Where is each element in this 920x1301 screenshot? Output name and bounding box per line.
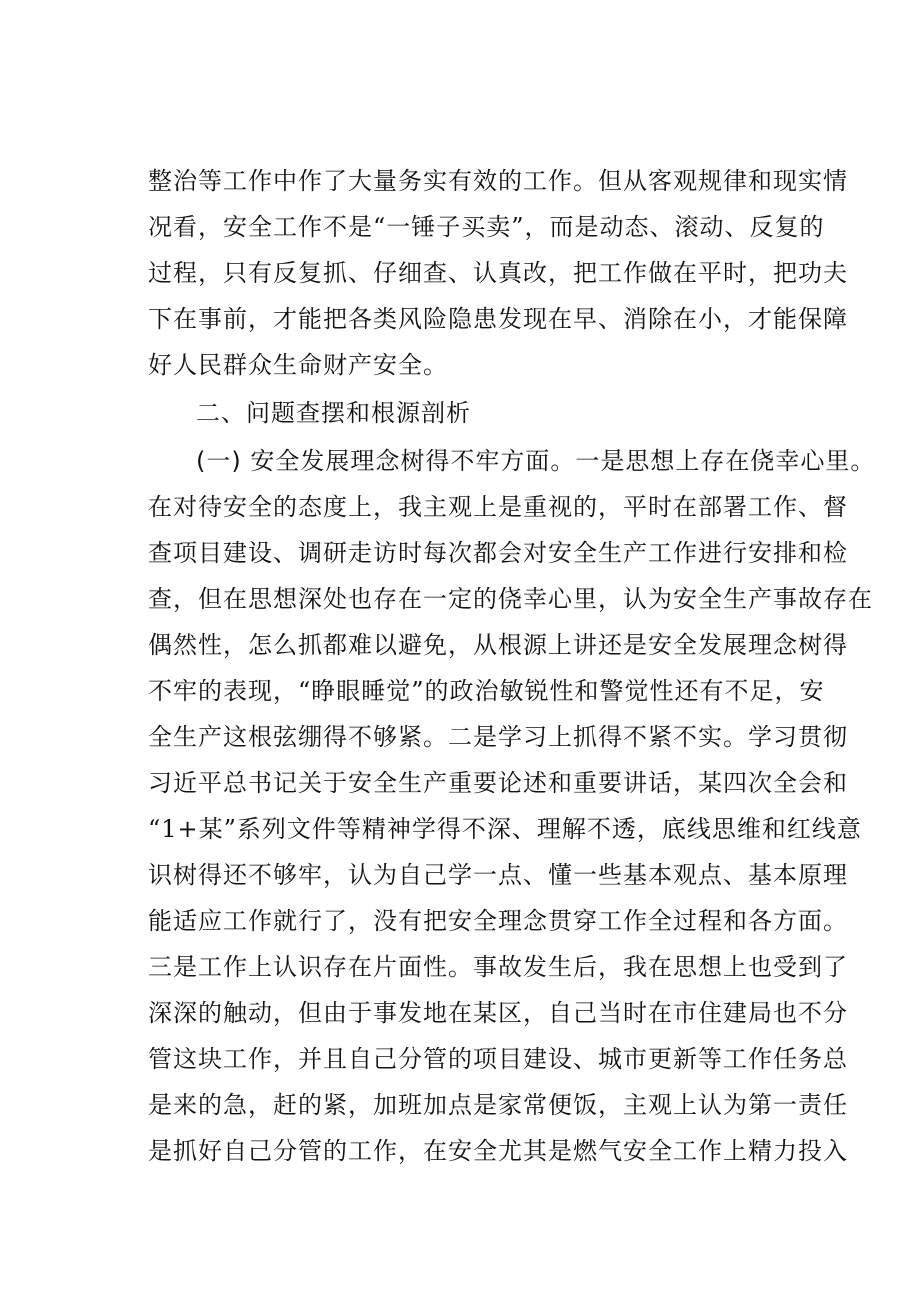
body-line-8: 习近平总书记关于安全生产重要论述和重要讲话，某四次全会和 bbox=[148, 769, 848, 797]
body-line-12: 三是工作上认识存在片面性。事故发生后，我在思想上也受到了 bbox=[148, 953, 848, 981]
body-line-14: 管这块工作，并且自己分管的项目建设、城市更新等工作任务总 bbox=[148, 1045, 848, 1073]
body-line-6: 不牢的表现，“睁眼睡觉”的政治敏锐性和警觉性还有不足，安 bbox=[148, 677, 825, 705]
body-line-2: 在对待安全的态度上，我主观上是重视的，平时在部署工作、督 bbox=[148, 493, 848, 521]
body-line-16: 是抓好自己分管的工作，在安全尤其是燃气安全工作上精力投入 bbox=[148, 1137, 848, 1165]
intro-line-3: 过程，只有反复抓、仔细查、认真改，把工作做在平时，把功夫 bbox=[148, 259, 848, 287]
body-line-13: 深深的触动，但由于事发地在某区，自己当时在市住建局也不分 bbox=[148, 999, 848, 1027]
body-line-4: 查，但在思想深处也存在一定的侥幸心里，认为安全生产事故存在 bbox=[148, 585, 873, 613]
body-line-3: 查项目建设、调研走访时每次都会对安全生产工作进行安排和检 bbox=[148, 539, 848, 567]
intro-line-2: 况看，安全工作不是“一锤子买卖”，而是动态、滚动、反复的 bbox=[148, 213, 825, 241]
intro-line-1: 整治等工作中作了大量务实有效的工作。但从客观规律和现实情 bbox=[148, 167, 848, 195]
body-line-11: 能适应工作就行了，没有把安全理念贯穿工作全过程和各方面。 bbox=[148, 907, 848, 935]
intro-line-4: 下在事前，才能把各类风险隐患发现在早、消除在小，才能保障 bbox=[148, 305, 848, 333]
body-line-9: “1+某”系列文件等精神学得不深、理解不透，底线思维和红线意 bbox=[148, 815, 862, 843]
intro-line-5: 好人民群众生命财产安全。 bbox=[148, 351, 448, 379]
body-line-7: 全生产这根弦绷得不够紧。二是学习上抓得不紧不实。学习贯彻 bbox=[148, 723, 848, 751]
body-line-10: 识树得还不够牢，认为自己学一点、懂一些基本观点、基本原理 bbox=[148, 861, 848, 889]
body-line-15: 是来的急，赶的紧，加班加点是家常便饭，主观上认为第一责任 bbox=[148, 1091, 848, 1119]
section-heading: 二、问题查摆和根源剖析 bbox=[196, 399, 471, 427]
body-line-5: 偶然性，怎么抓都难以避免，从根源上讲还是安全发展理念树得 bbox=[148, 631, 848, 659]
body-line-1: (一) 安全发展理念树得不牢方面。一是思想上存在侥幸心里。 bbox=[196, 447, 876, 475]
